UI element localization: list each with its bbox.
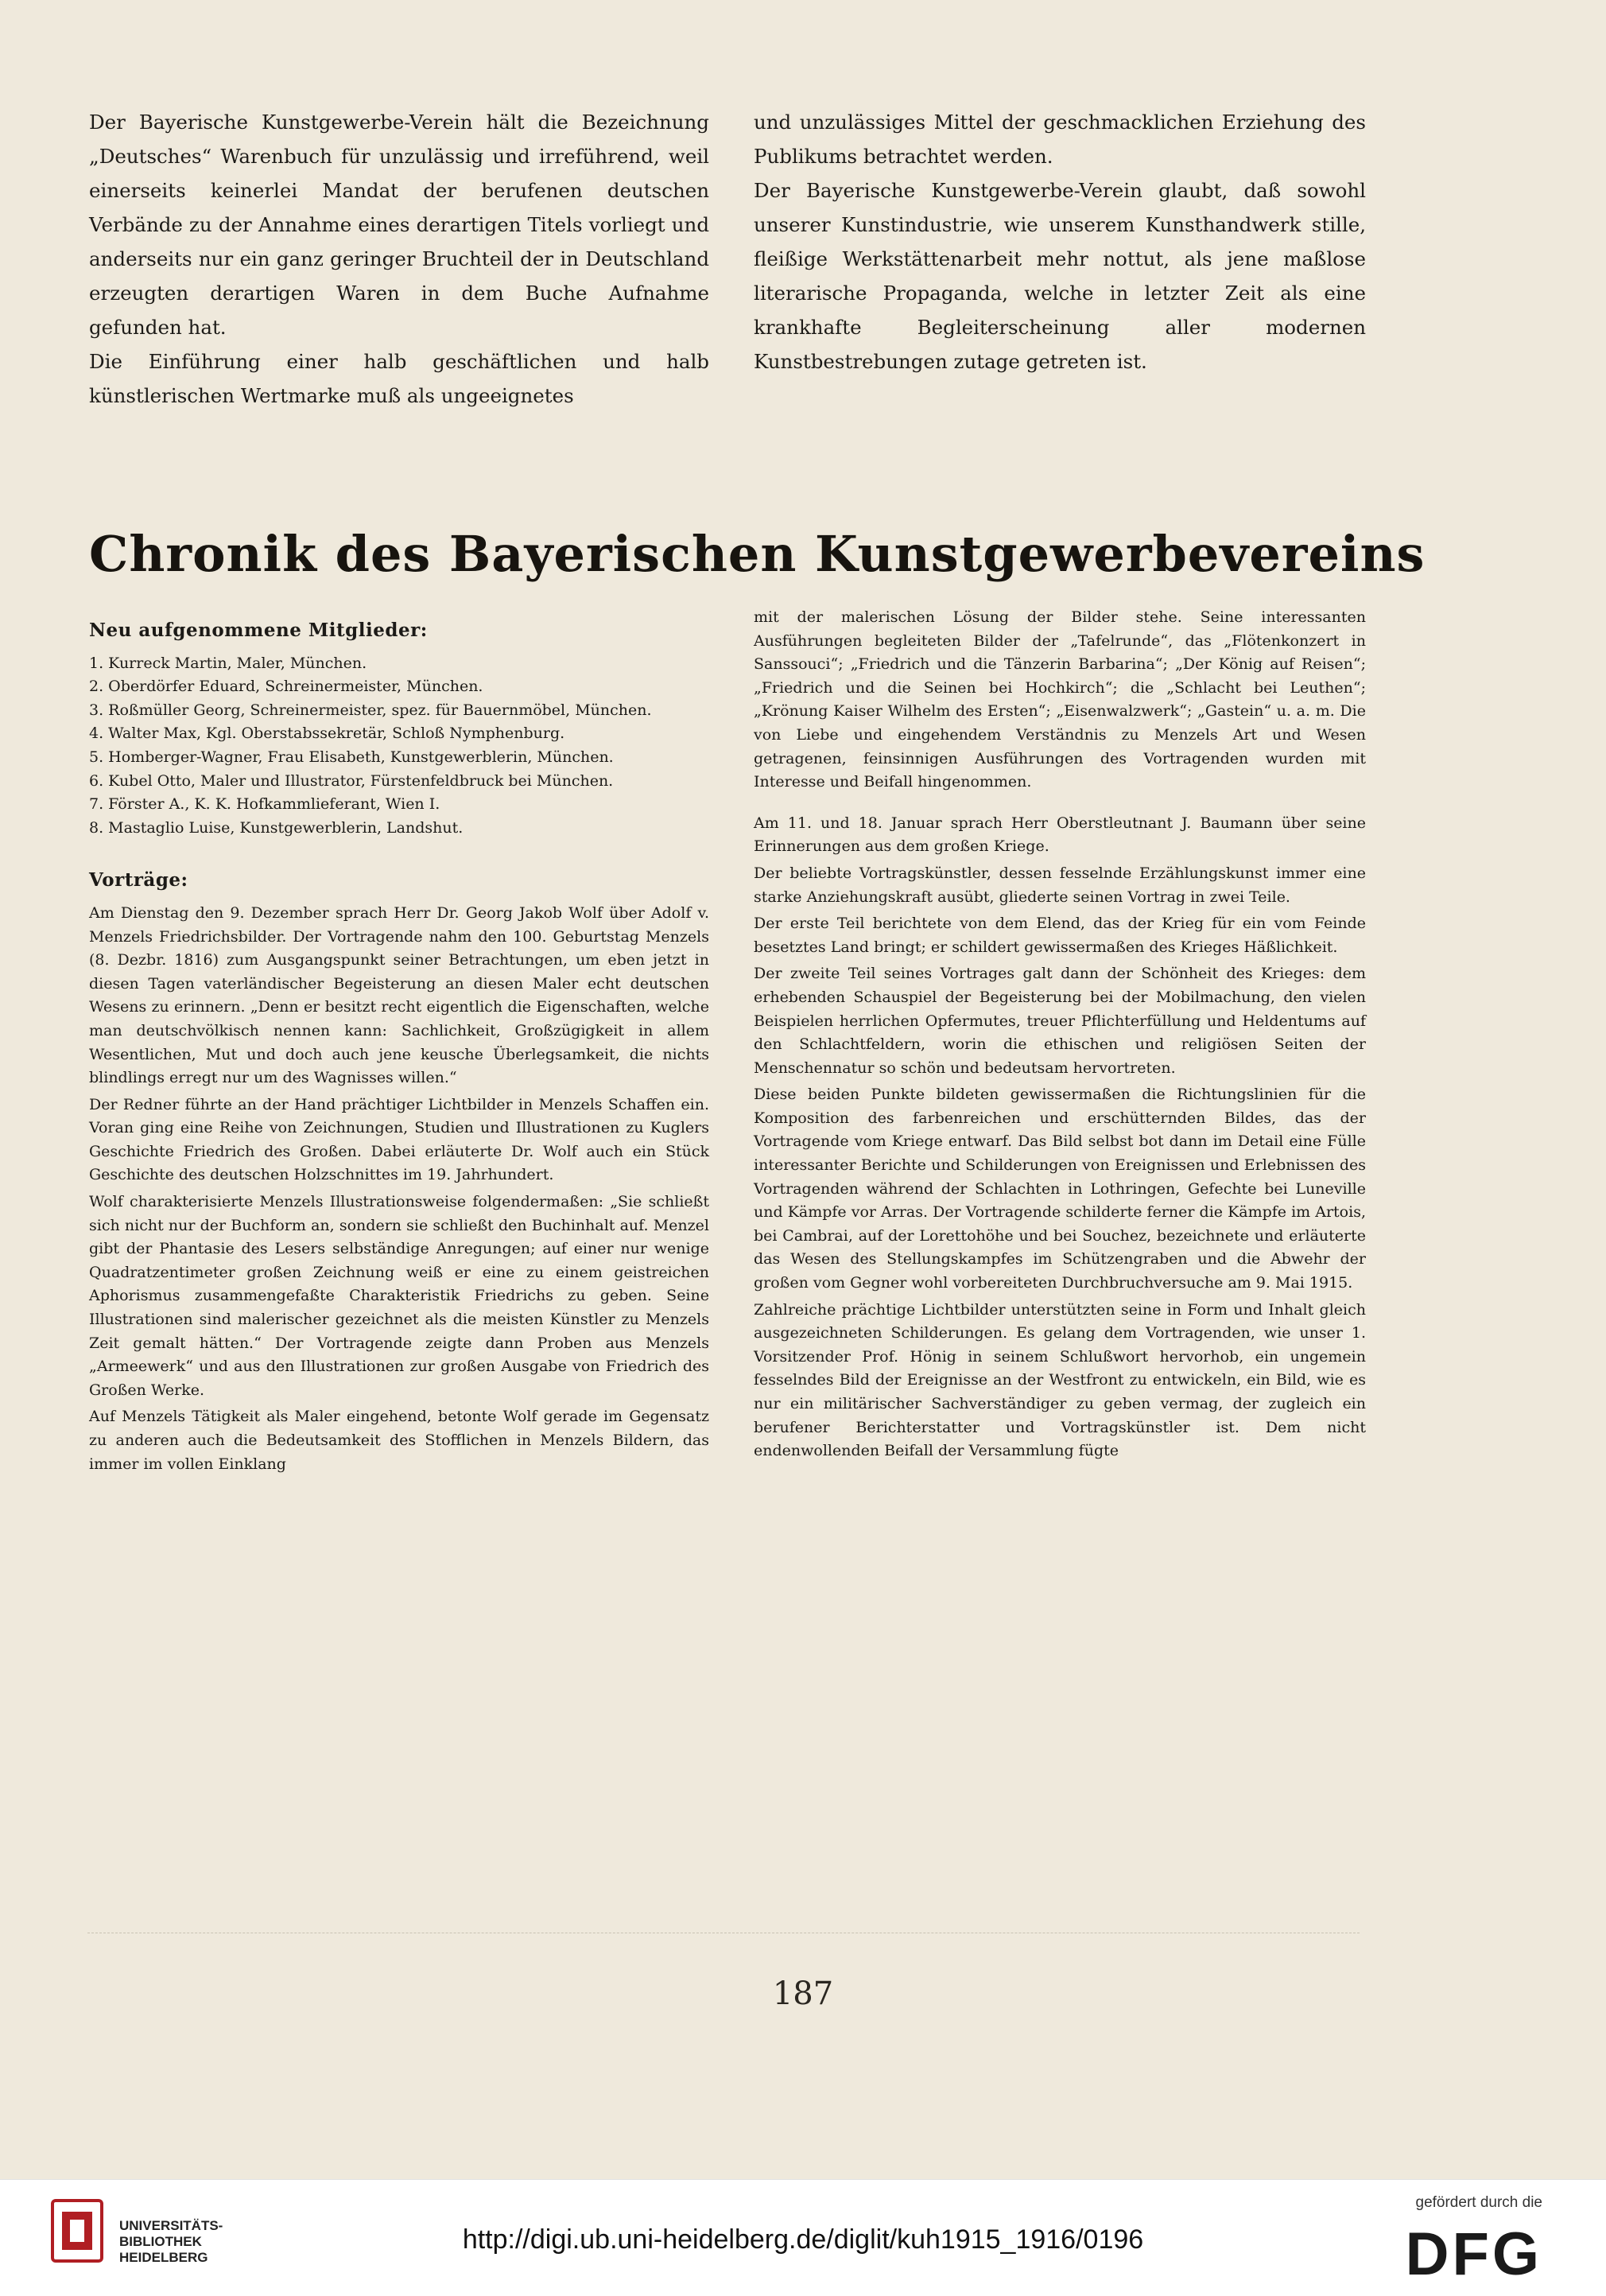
paragraph: Der Bayerische Kunstgewerbe-Verein hält die Bezeichnung „Deutsches“ Warenbuch für unzulässig und irreführend, weil einerseits keinerlei Mandat der berufenen deutschen Verbände zu der Annahme eines derartigen Titels vorliegt und anderseits nur ein ganz geringer Bruchteil der in Deutschland erzeugten derartigen Waren in dem Buche Aufnahme gefunden hat. [89, 111, 709, 339]
list-item: 3. Roßmüller Georg, Schreinermeister, spez. für Bauernmöbel, München. [89, 701, 652, 719]
lower-left-column [89, 619, 709, 1479]
paragraph: Diese beiden Punkte bildeten gewissermaßen die Richtungslinien für die Komposition des farbenreichen und erschütternden Bildes, das der Vortragende vom Kriege entwarf. Das Bild selbst bot dann im Detail eine Fülle interessanter Berichte und Schilderungen von Ereignissen und Erlebnissen des Vortragenden während der Schlachten in Lothringen, Gefechte bei Luneville und Kämpfe vor Arras. Der Vortragende schilderte ferner die Kämpfe im Artois, bei Cambrai, auf der Lorettohöhe und bei Souchez, bezeichnete und erläuterte das Wesen des Stellungskampfes im Schützengraben und die Abwehr der großen vom Gegner wohl vorbereiteten Durchbruchversuche am 9. Mai 1915. [754, 1086, 1366, 1292]
digitization-footer [0, 2179, 1606, 2296]
source-url[interactable]: http://digi.ub.uni-heidelberg.de/diglit/kuh1915_1916/0196 [462, 2224, 1144, 2255]
paragraph: Der Bayerische Kunstgewerbe-Verein glaubt, daß sowohl unserer Kunstindustrie, wie unserem Kunsthandwerk stille, fleißige Werkstättenarbeit mehr nottut, als jene maßlose literarische Propaganda, welche in letzter Zeit als eine krankhafte Begleiterscheinung aller modernen Kunstbestrebungen zutage getreten ist. [754, 179, 1366, 373]
library-name: UNIVERSITÄTS- BIBLIOTHEK HEIDELBERG [119, 2218, 223, 2265]
paragraph: Die Einführung einer halb geschäftlichen und halb künstlerischen Wertmarke muß als ungeeignetes [89, 350, 709, 407]
list-item: 7. Förster A., K. K. Hofkammlieferant, Wien I. [89, 795, 440, 814]
paragraph: Wolf charakterisierte Menzels Illustrationsweise folgendermaßen: „Sie schließt sich nicht nur der Buchform an, sondern sie schließt den Buchinhalt auf. Menzel gibt der Phantasie des Lesers selbständige Anregungen; auf einer nur wenige Quadratzentimeter großen Zeichnung weiß er eine zu einem geistreichen Aphorismus zusammengefaßte Charakteristik Friedrichs zu geben. Seine Illustrationen sind malerischer gezeichnet als die meisten Künstler zu Menzels Zeit gemalt hätten.“ Der Vortragende zeigte dann Proben aus Menzels „Armeewerk“ und aus den Illustrationen zur großen Ausgabe von Friedrich des Großen Werke. [89, 1193, 709, 1399]
paragraph: Der erste Teil berichtete von dem Elend, das der Krieg für ein vom Feinde besetztes Land bringt; er schildert gewissermaßen des Krieges Häßlichkeit. [754, 915, 1366, 956]
members-list [89, 652, 709, 841]
top-left-column [89, 105, 709, 413]
list-item: 1. Kurreck Martin, Maler, München. [89, 654, 367, 672]
section-title: Chronik des Bayerischen Kunstgewerbevereins [89, 525, 1426, 583]
paragraph: Am 11. und 18. Januar sprach Herr Oberstleutnant J. Baumann über seine Erinnerungen aus dem großen Kriege. [754, 814, 1366, 856]
list-item: 6. Kubel Otto, Maler und Illustrator, Fürstenfeldbruck bei München. [89, 771, 614, 790]
paragraph: Auf Menzels Tätigkeit als Maler eingehend, betonte Wolf gerade im Gegensatz zu anderen auch die Bedeutsamkeit des Stofflichen in Menzels Bildern, das immer im vollen Einklang [89, 1408, 709, 1473]
list-item: 4. Walter Max, Kgl. Oberstabssekretär, Schloß Nymphenburg. [89, 725, 565, 743]
list-item: 5. Homberger-Wagner, Frau Elisabeth, Kunstgewerblerin, München. [89, 748, 614, 766]
paragraph: Der Redner führte an der Hand prächtiger Lichtbilder in Menzels Schaffen ein. Voran ging eine Reihe von Zeichnungen, Studien und Illustrationen zu Kuglers Geschichte Friedrich des Großen. Dabei erläuterte Dr. Wolf auch ein Stück Geschichte des deutschen Holzschnittes im 19. Jahrhundert. [89, 1095, 709, 1184]
paragraph: mit der malerischen Lösung der Bilder stehe. Seine interessanten Ausführungen begleiteten Bilder der „Tafelrunde“, das „Flötenkonzert in Sanssouci“; „Friedrich und die Tänzerin Barbarina“; „Der König auf Reisen“; „Friedrich und die Seinen bei Hochkirch“; die „Schlacht bei Leuthen“; „Krönung Kaiser Wilhelm des Ersten“; „Eisenwalzwerk“; „Gastein“ u. a. m. Die von Liebe und eingehendem Verständnis zu Menzels Art und Wesen getragenen, feinsinnigen Ausführungen des Vortragenden wurden mit Interesse und Beifall hingenommen. [754, 608, 1366, 791]
top-right-column [754, 105, 1366, 379]
funded-by-label: gefördert durch die [1415, 2194, 1542, 2211]
list-item: 8. Mastaglio Luise, Kunstgewerblerin, Landshut. [89, 818, 464, 837]
paragraph: Der zweite Teil seines Vortrages galt dann der Schönheit des Krieges: dem erhebenden Schauspiel der Begeisterung bei der Mobilmachung, den vielen Beispielen herrlichen Opfermutes, treuer Pflichterfüllung und Heldentums auf den Schlachtfeldern, worin die ethischen und religiösen Seiten der Menschennatur so schön und bedeutsam hervortreten. [754, 965, 1366, 1077]
members-heading: Neu aufgenommene Mitglieder: [89, 620, 428, 641]
paragraph: Der beliebte Vortragskünstler, dessen fesselnde Erzählungskunst immer eine starke Anziehungskraft ausübt, gliederte seinen Vortrag in zwei Teile. [754, 864, 1366, 906]
paragraph: Zahlreiche prächtige Lichtbilder unterstützten seine in Form und Inhalt gleich ausgezeichneten Schilderungen. Es gelang dem Vortragenden, wie unser 1. Vorsitzender Prof. Hönig in seinem Schlußwort hervorhob, ein ungemein fesselndes Bild der Ereignisse an der Westfront zu entwickeln, ein Bild, wie es nur ein militärischer Sachverständiger zu geben vermag, der zugleich ein berufener Berichterstatter und Vortragskünstler ist. Dem nicht endenwollenden Beifall der Versammlung fügte [754, 1300, 1366, 1460]
faint-imprint-line [87, 1933, 1360, 1965]
page-number: 187 [772, 1975, 834, 2012]
dfg-logo: DFG [1405, 2220, 1542, 2288]
paragraph: und unzulässiges Mittel der geschmacklichen Erziehung des Publikums betrachtet werden. [754, 111, 1366, 168]
list-item: 2. Oberdörfer Eduard, Schreinermeister, München. [89, 678, 483, 696]
paragraph: Am Dienstag den 9. Dezember sprach Herr Dr. Georg Jakob Wolf über Adolf v. Menzels Friedrichsbilder. Der Vortragende nahm den 100. Geburtstag Menzels (8. Dezbr. 1816) zum Ausgangspunkt seiner Betrachtungen, um eben jetzt in diesen Tagen vaterländischer Begeisterung an diesen Maler echt deutschen Wesens zu erinnern. „Denn er besitzt recht eigentlich die Eigenschaften, welche man deutschvölkisch nennen kann: Sachlichkeit, Großzügigkeit in allem Wesentlichen, Mut und doch auch jene keusche Überlegsamkeit, die nichts blindlings erregt nur um des Wagnisses willen.“ [89, 903, 709, 1087]
lectures-heading: Vorträge: [89, 869, 188, 892]
lower-right-column [754, 606, 1366, 1467]
